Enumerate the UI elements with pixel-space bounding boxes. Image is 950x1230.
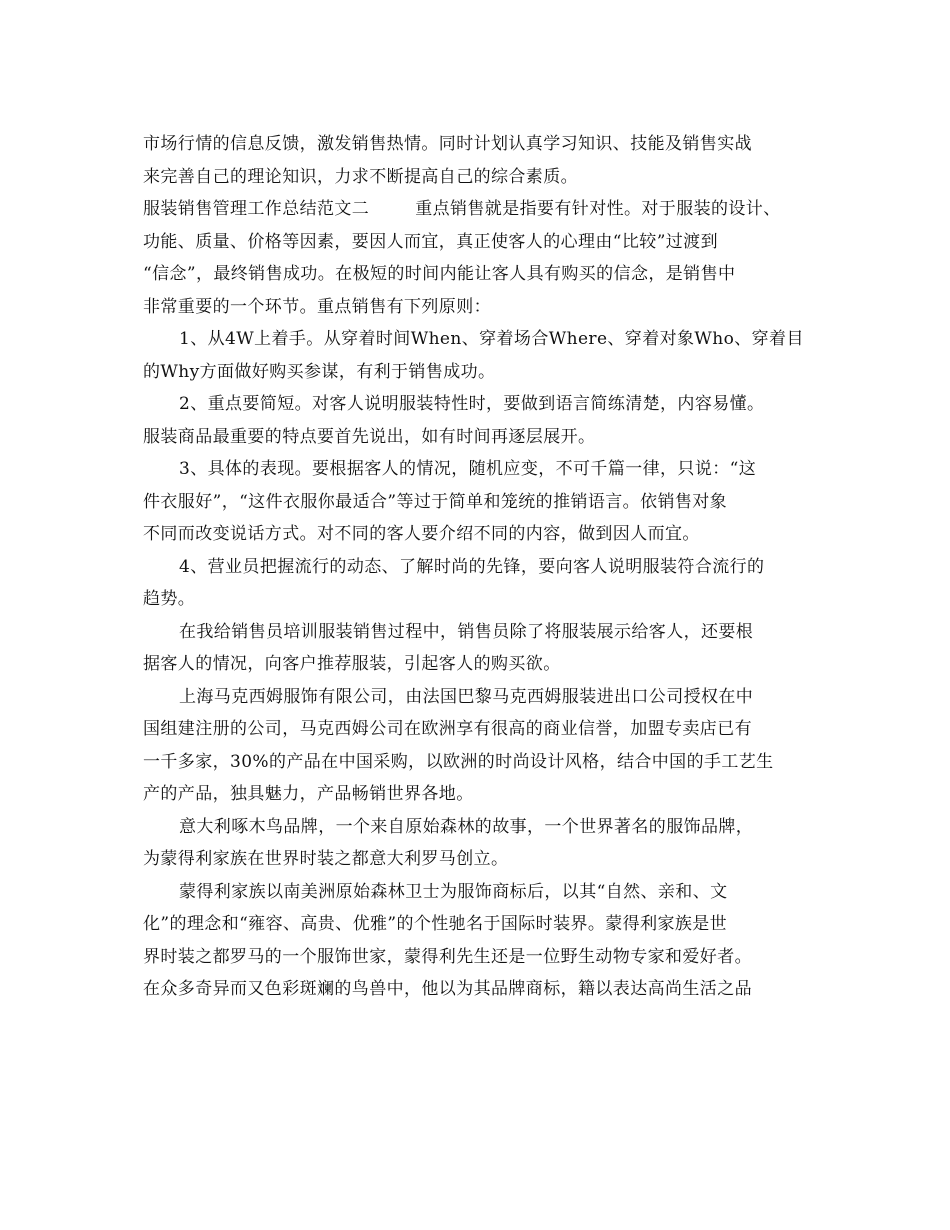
text-line: 在众多奇异而又色彩斑斓的鸟兽中，他以为其品牌商标，籍以表达高尚生活之品 xyxy=(143,979,752,999)
text-line: 3、具体的表现。要根据客人的情况，随机应变，不可千篇一律，只说：“这 xyxy=(179,459,757,479)
text-line: 4、营业员把握流行的动态、了解时尚的先锋，要向客人说明服装符合流行的 xyxy=(179,556,765,577)
text-line: 一千多家，30%的产品在中国采购，以欧洲的时尚设计风格，结合中国的手工艺生 xyxy=(143,751,774,772)
text-line: 界时装之都罗马的一个服饰世家，蒙得利先生还是一位野生动物专家和爱好者。 xyxy=(143,946,752,967)
text-line: 蒙得利家族以南美洲原始森林卫士为服饰商标后，以其“自然、亲和、文 xyxy=(179,881,728,902)
text-line xyxy=(143,193,808,226)
text-line: 为蒙得利家族在世界时装之都意大利罗马创立。 xyxy=(143,849,509,869)
text-line: 据客人的情况，向客户推荐服装，引起客人的购买欲。 xyxy=(143,654,561,674)
text-line: 1、从4W上着手。从穿着时间When、穿着场合Where、穿着对象Who、穿着目 xyxy=(179,329,804,349)
body-text xyxy=(143,128,808,1006)
text-line: 服装商品最重要的特点要首先说出，如有时间再逐层展开。 xyxy=(143,426,596,447)
text-line: 来完善自己的理论知识，力求不断提高自己的综合素质。 xyxy=(143,166,578,187)
text-line: 非常重要的一个环节。重点销售有下列原则： xyxy=(143,296,491,317)
text-line: 2、重点要简短。对客人说明服装特性时，要做到语言简练清楚，内容易懂。 xyxy=(179,394,765,414)
section-title: 服装销售管理工作总结范文二 xyxy=(143,199,370,219)
text-line: 件衣服好”，“这件衣服你最适合”等过于简单和笼统的推销语言。依销售对象 xyxy=(143,491,728,512)
text-line: 产的产品，独具魅力，产品畅销世界各地。 xyxy=(143,784,474,804)
text-line: 化”的理念和“雍容、高贵、优雅”的个性驰名于国际时装界。蒙得利家族是世 xyxy=(143,914,728,934)
text-line: 的Why方面做好购买参谋，有利于销售成功。 xyxy=(143,361,496,382)
text-line: 上海马克西姆服饰有限公司，由法国巴黎马克西姆服装进出口公司授权在中 xyxy=(179,686,754,707)
section-first-sentence: 重点销售就是指要有针对性。对于服装的设计、 xyxy=(415,199,781,219)
text-line: “信念”，最终销售成功。在极短的时间内能让客人具有购买的信念，是销售中 xyxy=(143,264,736,284)
text-line: 趋势。 xyxy=(143,589,196,609)
text-line: 市场行情的信息反馈，激发销售热情。同时计划认真学习知识、技能及销售实战 xyxy=(143,134,752,154)
text-line: 不同而改变说话方式。对不同的客人要介绍不同的内容，做到因人而宜。 xyxy=(143,524,700,544)
text-line: 意大利啄木鸟品牌，一个来自原始森林的故事，一个世界著名的服饰品牌， xyxy=(179,816,754,837)
text-line: 国组建注册的公司，马克西姆公司在欧洲享有很高的商业信誉，加盟专卖店已有 xyxy=(143,719,752,739)
text-line: 功能、质量、价格等因素，要因人而宜，真正使客人的心理由“比较”过渡到 xyxy=(143,231,718,252)
text-line: 在我给销售员培训服装销售过程中，销售员除了将服装展示给客人，还要根 xyxy=(179,621,754,642)
